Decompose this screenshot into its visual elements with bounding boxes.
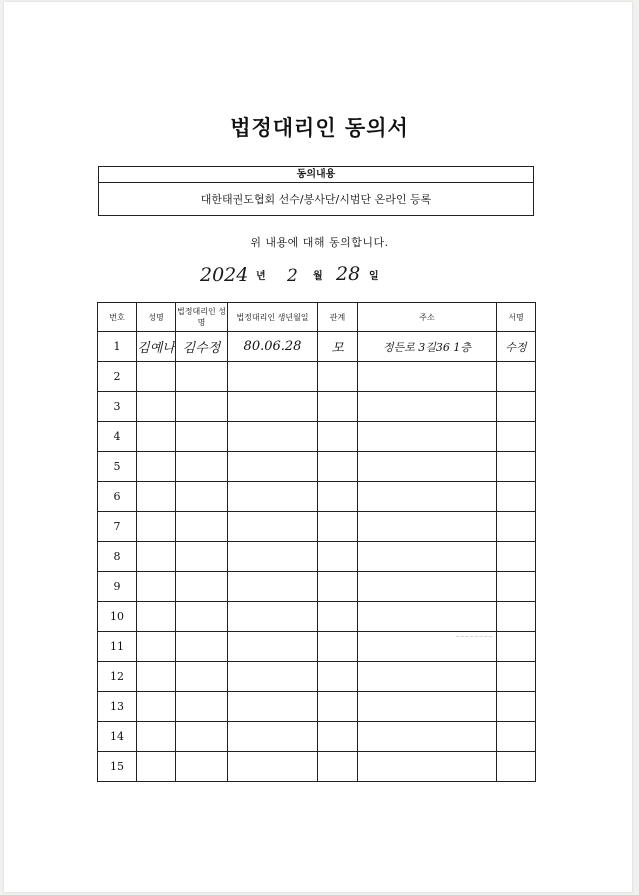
row-signature — [497, 602, 536, 632]
row-address — [358, 692, 497, 722]
row-address — [358, 752, 497, 782]
row-signature — [497, 722, 536, 752]
row-relation — [318, 602, 358, 632]
row-name — [137, 392, 176, 422]
row-name — [137, 722, 176, 752]
table-row — [98, 542, 536, 572]
row-guardian-name: 김수정 — [176, 332, 228, 362]
row-relation — [318, 542, 358, 572]
table-row — [98, 572, 536, 602]
row-guardian-name — [176, 542, 228, 572]
row-number: 12 — [98, 662, 137, 692]
table-row — [98, 662, 536, 692]
row-address — [358, 662, 497, 692]
row-relation — [318, 452, 358, 482]
row-guardian-birth — [228, 632, 318, 662]
header-number: 번호 — [98, 303, 137, 332]
date-day: 28 — [336, 263, 361, 285]
consent-box — [98, 166, 534, 216]
consent-text: 대한태권도협회 선수/봉사단/시범단 온라인 등록 — [200, 193, 432, 206]
row-name — [137, 542, 176, 572]
row-name — [137, 572, 176, 602]
agree-statement: 위 내용에 대해 동의합니다. — [250, 236, 389, 249]
row-number: 11 — [98, 632, 137, 662]
row-address — [358, 542, 497, 572]
row-name — [137, 512, 176, 542]
row-number: 9 — [98, 572, 137, 602]
row-guardian-name — [176, 452, 228, 482]
table-row — [98, 752, 536, 782]
row-number: 1 — [98, 332, 137, 362]
header-relation: 관계 — [318, 303, 358, 332]
row-number: 13 — [98, 692, 137, 722]
row-signature — [497, 512, 536, 542]
row-relation — [318, 662, 358, 692]
date-month-label: 월 — [313, 271, 323, 282]
row-relation — [318, 632, 358, 662]
row-signature — [497, 692, 536, 722]
row-relation — [318, 362, 358, 392]
row-relation — [318, 572, 358, 602]
table-row — [98, 332, 536, 362]
row-relation — [318, 422, 358, 452]
row-guardian-birth — [228, 692, 318, 722]
row-guardian-name — [176, 662, 228, 692]
row-guardian-name — [176, 722, 228, 752]
row-signature — [497, 752, 536, 782]
row-guardian-birth — [228, 572, 318, 602]
row-number: 15 — [98, 752, 137, 782]
date-year-label: 년 — [256, 271, 266, 282]
row-guardian-birth — [228, 362, 318, 392]
row-guardian-name — [176, 572, 228, 602]
table-row — [98, 692, 536, 722]
row-name — [137, 422, 176, 452]
table-row — [98, 512, 536, 542]
row-guardian-birth — [228, 662, 318, 692]
row-relation: 모 — [318, 332, 358, 362]
row-signature — [497, 362, 536, 392]
row-number: 14 — [98, 722, 137, 752]
row-guardian-name — [176, 392, 228, 422]
row-guardian-birth — [228, 512, 318, 542]
row-relation — [318, 512, 358, 542]
row-guardian-birth — [228, 542, 318, 572]
consent-header: 동의내용 — [99, 167, 533, 183]
row-guardian-name — [176, 632, 228, 662]
row-guardian-birth — [228, 452, 318, 482]
row-guardian-name — [176, 752, 228, 782]
row-signature — [497, 542, 536, 572]
row-address: 정든로 3길36 1층 — [358, 332, 497, 362]
row-guardian-name — [176, 362, 228, 392]
header-address: 주소 — [358, 303, 497, 332]
row-signature — [497, 632, 536, 662]
table-row — [98, 422, 536, 452]
row-number: 8 — [98, 542, 137, 572]
row-name — [137, 602, 176, 632]
table-row — [98, 362, 536, 392]
row-number: 10 — [98, 602, 137, 632]
row-number: 3 — [98, 392, 137, 422]
row-guardian-name — [176, 602, 228, 632]
row-guardian-birth — [228, 422, 318, 452]
row-address — [358, 422, 497, 452]
row-name — [137, 752, 176, 782]
row-relation — [318, 692, 358, 722]
row-guardian-birth — [228, 392, 318, 422]
row-address — [358, 722, 497, 752]
row-guardian-name — [176, 512, 228, 542]
document-title: 법정대리인 동의서 — [230, 116, 409, 140]
row-guardian-name — [176, 482, 228, 512]
row-address — [358, 512, 497, 542]
row-relation — [318, 482, 358, 512]
header-guardian-name: 법정대리인 성명 — [176, 303, 228, 332]
date-year: 2024 — [200, 264, 249, 286]
row-number: 5 — [98, 452, 137, 482]
row-name — [137, 632, 176, 662]
row-signature — [497, 452, 536, 482]
table-header-row — [98, 303, 536, 332]
row-guardian-birth — [228, 752, 318, 782]
row-name — [137, 662, 176, 692]
row-signature — [497, 422, 536, 452]
row-signature — [497, 572, 536, 602]
row-address — [358, 602, 497, 632]
scan-artifact — [456, 630, 492, 637]
table-row — [98, 482, 536, 512]
row-guardian-birth — [228, 482, 318, 512]
row-number: 2 — [98, 362, 137, 392]
row-address — [358, 362, 497, 392]
row-signature — [497, 392, 536, 422]
row-address — [358, 452, 497, 482]
row-signature — [497, 662, 536, 692]
date-day-label: 일 — [369, 271, 379, 282]
row-name — [137, 692, 176, 722]
header-name: 성명 — [137, 303, 176, 332]
table-row — [98, 392, 536, 422]
guardian-table — [97, 302, 536, 782]
row-number: 6 — [98, 482, 137, 512]
row-guardian-name — [176, 692, 228, 722]
row-number: 7 — [98, 512, 137, 542]
row-name: 김예나 — [137, 332, 176, 362]
header-signature: 서명 — [497, 303, 536, 332]
date-month: 2 — [287, 266, 298, 286]
table-row — [98, 602, 536, 632]
row-guardian-birth — [228, 602, 318, 632]
row-relation — [318, 392, 358, 422]
row-signature: 수정 — [497, 332, 536, 362]
table-row — [98, 722, 536, 752]
row-address — [358, 572, 497, 602]
row-relation — [318, 722, 358, 752]
row-signature — [497, 482, 536, 512]
row-name — [137, 362, 176, 392]
row-guardian-birth: 80.06.28 — [228, 332, 318, 362]
row-guardian-name — [176, 422, 228, 452]
date-row — [0, 262, 639, 290]
row-name — [137, 452, 176, 482]
row-number: 4 — [98, 422, 137, 452]
row-guardian-birth — [228, 722, 318, 752]
row-address — [358, 482, 497, 512]
header-guardian-birth: 법정대리인 생년월일 — [228, 303, 318, 332]
row-name — [137, 482, 176, 512]
row-relation — [318, 752, 358, 782]
table-row — [98, 452, 536, 482]
row-address — [358, 392, 497, 422]
table-body — [98, 332, 536, 782]
